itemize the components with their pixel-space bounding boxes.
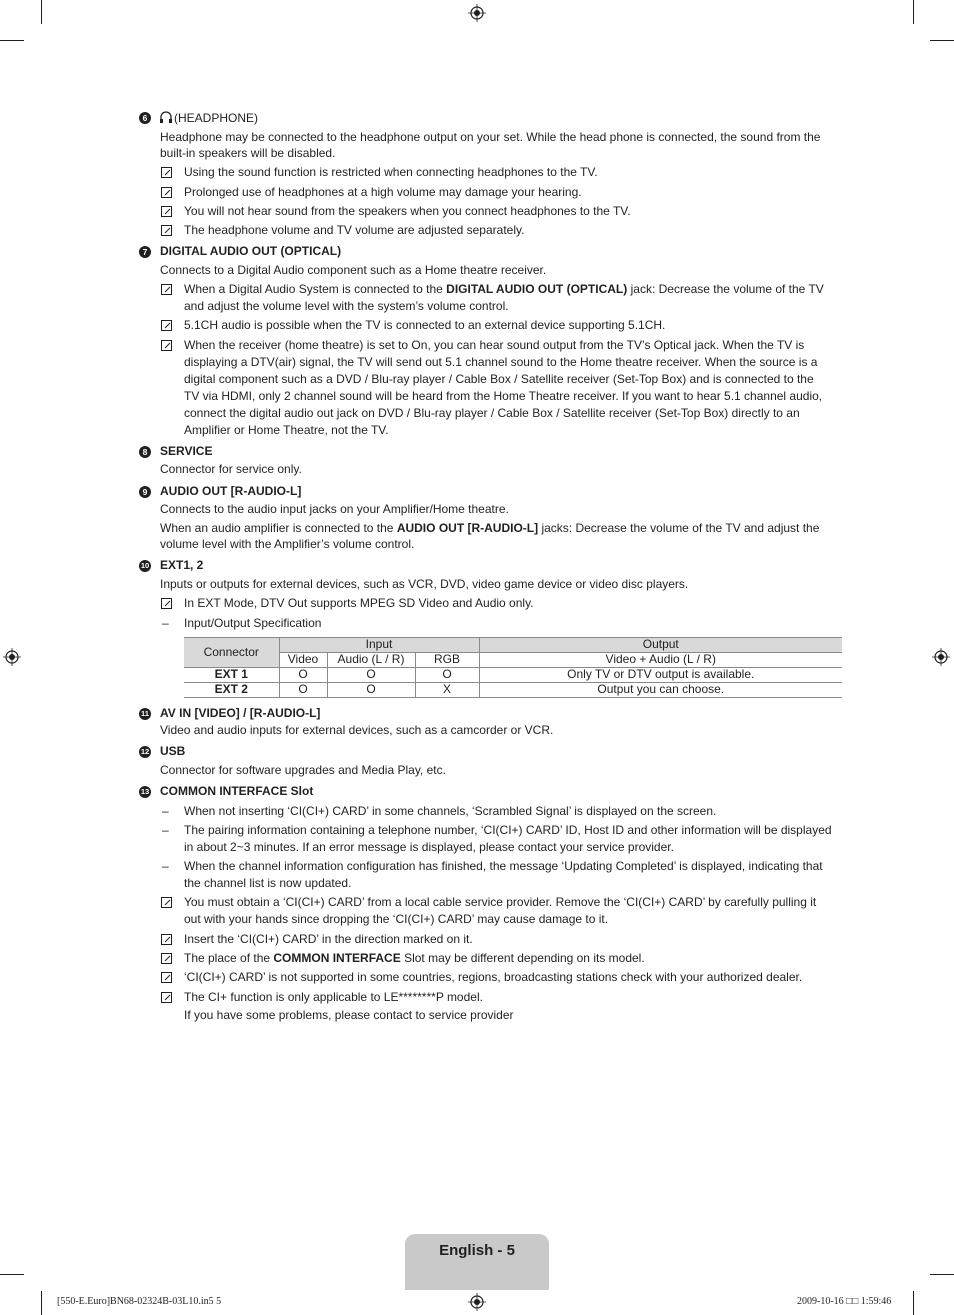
table-cell: O [279, 668, 327, 683]
crop-mark [913, 1291, 914, 1315]
note-text-bold: COMMON INTERFACE [273, 951, 401, 965]
note-text: connect the digital audio out jack on DVD / Blu-ray player / Cable Box / Satellite receiver (Set-Top Box) directly to an [184, 406, 800, 420]
section-number-badge: 12 [140, 747, 150, 756]
registration-mark-icon [468, 1293, 486, 1311]
section-title: COMMON INTERFACE Slot [160, 784, 314, 798]
table-subheader-audio: Audio (L / R) [327, 653, 415, 668]
section-description [160, 520, 819, 537]
note-text: Insert the ‘CI(CI+) CARD’ in the direction marked on it. [184, 932, 473, 946]
io-spec-table [184, 637, 842, 698]
registration-mark-icon [3, 648, 21, 666]
section-number-badge: 7 [139, 246, 151, 258]
note-text: 5.1CH audio is possible when the TV is connected to an external device supporting 5.1CH. [184, 318, 666, 332]
section-number-badge: 13 [140, 787, 150, 796]
note-icon [161, 934, 172, 945]
table-row [184, 683, 842, 698]
note-icon [161, 897, 172, 908]
note-text: displaying a DTV(air) signal, the TV will send out 5.1 channel sound to the Home theatre receiver. When the source is a [184, 355, 818, 369]
table-cell: EXT 2 [184, 683, 279, 698]
note-text: You must obtain a ‘CI(CI+) CARD’ from a local cable service provider. Remove the ‘CI(CI+) CARD’ by carefully pulling it [184, 895, 817, 909]
page-number-label: English - 5 [439, 1242, 515, 1259]
note-icon [161, 206, 172, 217]
dash-text: The pairing information containing a telephone number, ‘CI(CI+) CARD’ ID, Host ID and other information will be displayed [184, 823, 832, 837]
section-description: Connector for service only. [160, 462, 302, 476]
dash-bullet: – [162, 823, 169, 837]
section-description: Inputs or outputs for external devices, such as VCR, DVD, video game device or video disc players. [160, 577, 689, 591]
note-text: When the receiver (home theatre) is set to On, you can hear sound output from the TV’s Optical jack. When the TV is [184, 338, 805, 352]
desc-part: jacks: Decrease the volume of the TV and adjust the [538, 521, 820, 535]
note-icon [161, 320, 172, 331]
crop-mark [0, 1274, 24, 1275]
note-text: The headphone volume and TV volume are adjusted separately. [184, 223, 525, 237]
note-text: digital component such as a DVD / Blu-ray player / Cable Box / Satellite receiver (Set-Top Box) and is connected to the [184, 372, 814, 386]
note-icon [161, 167, 172, 178]
note-icon [161, 972, 172, 983]
dash-bullet: – [162, 804, 169, 818]
note-text-part: When a Digital Audio System is connected to the [184, 282, 447, 296]
file-info: [550-E.Euro]BN68-02324B-03L10.in5 5 [57, 1296, 222, 1307]
note-text-part: The place of the [184, 951, 274, 965]
note-icon [161, 598, 172, 609]
section-title: AV IN [VIDEO] / [R-AUDIO-L] [160, 706, 321, 720]
note-icon [161, 992, 172, 1003]
note-text: ‘CI(CI+) CARD’ is not supported in some countries, regions, broadcasting stations check with your authorized dealer. [184, 970, 803, 984]
dash-text: When the channel information configuration has finished, the message ‘Updating Completed’ is displayed, indicating that [184, 859, 823, 873]
section-title: EXT1, 2 [160, 558, 204, 572]
section-title: SERVICE [160, 444, 213, 458]
note-text: The CI+ function is only applicable to LE********P model. [184, 990, 483, 1004]
table-cell: Only TV or DTV output is available. [479, 668, 842, 683]
section-description: volume level with the Amplifier’s volume control. [160, 537, 415, 551]
dash-text: When not inserting ‘CI(CI+) CARD’ in some channels, ‘Scrambled Signal’ is displayed on the screen. [184, 804, 717, 818]
note-icon [161, 225, 172, 236]
note-text: TV via HDMI, only 2 channel sound will be heard from the Home Theatre receiver. If you want to hear 5.1 channel audio, [184, 389, 823, 403]
table-cell: O [279, 683, 327, 698]
note-text [184, 950, 645, 967]
section-number-badge: 11 [139, 708, 151, 720]
table-cell: O [327, 668, 415, 683]
section-number-badge: 6 [139, 112, 151, 124]
note-text-part: jack: Decrease the volume of the TV [627, 282, 824, 296]
section-description: Video and audio inputs for external devices, such as a camcorder or VCR. [160, 723, 554, 737]
dash-bullet: – [162, 859, 169, 873]
section-description: Connector for software upgrades and Media Play, etc. [160, 763, 446, 777]
note-text: out with your hands since dropping the ‘CI(CI+) CARD’ may cause damage to it. [184, 912, 609, 926]
table-cell: Output you can choose. [479, 683, 842, 698]
section-number-badge: 9 [139, 486, 151, 498]
registration-mark-icon [932, 648, 950, 666]
table-cell: X [415, 683, 479, 698]
desc-part: When an audio amplifier is connected to the [160, 521, 397, 535]
table-header-output: Output [479, 638, 842, 653]
note-text: In EXT Mode, DTV Out supports MPEG SD Video and Audio only. [184, 596, 534, 610]
crop-mark [913, 0, 914, 24]
headphone-icon [159, 111, 173, 124]
note-text: Amplifier or Home Theatre, not the TV. [184, 423, 389, 437]
note-icon [161, 340, 172, 351]
table-header-input: Input [279, 638, 479, 653]
dash-bullet: – [162, 616, 169, 630]
crop-mark [41, 1291, 42, 1315]
section-description: Connects to the audio input jacks on your Amplifier/Home theatre. [160, 502, 509, 516]
registration-mark-icon [468, 4, 486, 22]
note-text [184, 281, 824, 298]
note-icon [161, 187, 172, 198]
note-text-bold: DIGITAL AUDIO OUT (OPTICAL) [446, 282, 628, 296]
table-header-connector: Connector [184, 638, 279, 668]
section-description: Headphone may be connected to the headphone output on your set. While the head phone is connected, the sound from the [160, 130, 821, 144]
note-icon [161, 284, 172, 295]
dash-text: the channel list is now updated. [184, 876, 352, 890]
table-subheader-output: Video + Audio (L / R) [479, 653, 842, 668]
print-timestamp: 2009-10-16 □□ 1:59:46 [797, 1296, 892, 1307]
table-cell: O [415, 668, 479, 683]
dash-text: in about 2~3 minutes. If an error message is displayed, please contact your service provider. [184, 840, 674, 854]
crop-mark [0, 40, 24, 41]
crop-mark [930, 1274, 954, 1275]
note-text-part: Slot may be different depending on its model. [400, 951, 645, 965]
section-title: (HEADPHONE) [174, 111, 259, 125]
crop-mark [930, 40, 954, 41]
table-cell: O [327, 683, 415, 698]
table-subheader-video: Video [279, 653, 327, 668]
section-description: Connects to a Digital Audio component such as a Home theatre receiver. [160, 263, 547, 277]
note-text: Prolonged use of headphones at a high volume may damage your hearing. [184, 185, 582, 199]
note-icon [161, 953, 172, 964]
table-cell: EXT 1 [184, 668, 279, 683]
note-text: If you have some problems, please contact to service provider [184, 1008, 514, 1022]
section-title: USB [160, 744, 186, 758]
table-row [184, 668, 842, 683]
section-number-badge: 10 [140, 561, 150, 570]
section-title: AUDIO OUT [R-AUDIO-L] [160, 484, 302, 498]
crop-mark [41, 0, 42, 24]
desc-bold: AUDIO OUT [R-AUDIO-L] [396, 521, 539, 535]
section-number-badge: 8 [139, 446, 151, 458]
section-title: DIGITAL AUDIO OUT (OPTICAL) [160, 244, 342, 258]
note-text: and adjust the volume level with the system’s volume control. [184, 299, 509, 313]
note-text: You will not hear sound from the speakers when you connect headphones to the TV. [184, 204, 631, 218]
dash-text: Input/Output Specification [184, 616, 322, 630]
section-description: built-in speakers will be disabled. [160, 146, 336, 160]
table-subheader-rgb: RGB [415, 653, 479, 668]
note-text: Using the sound function is restricted when connecting headphones to the TV. [184, 165, 598, 179]
